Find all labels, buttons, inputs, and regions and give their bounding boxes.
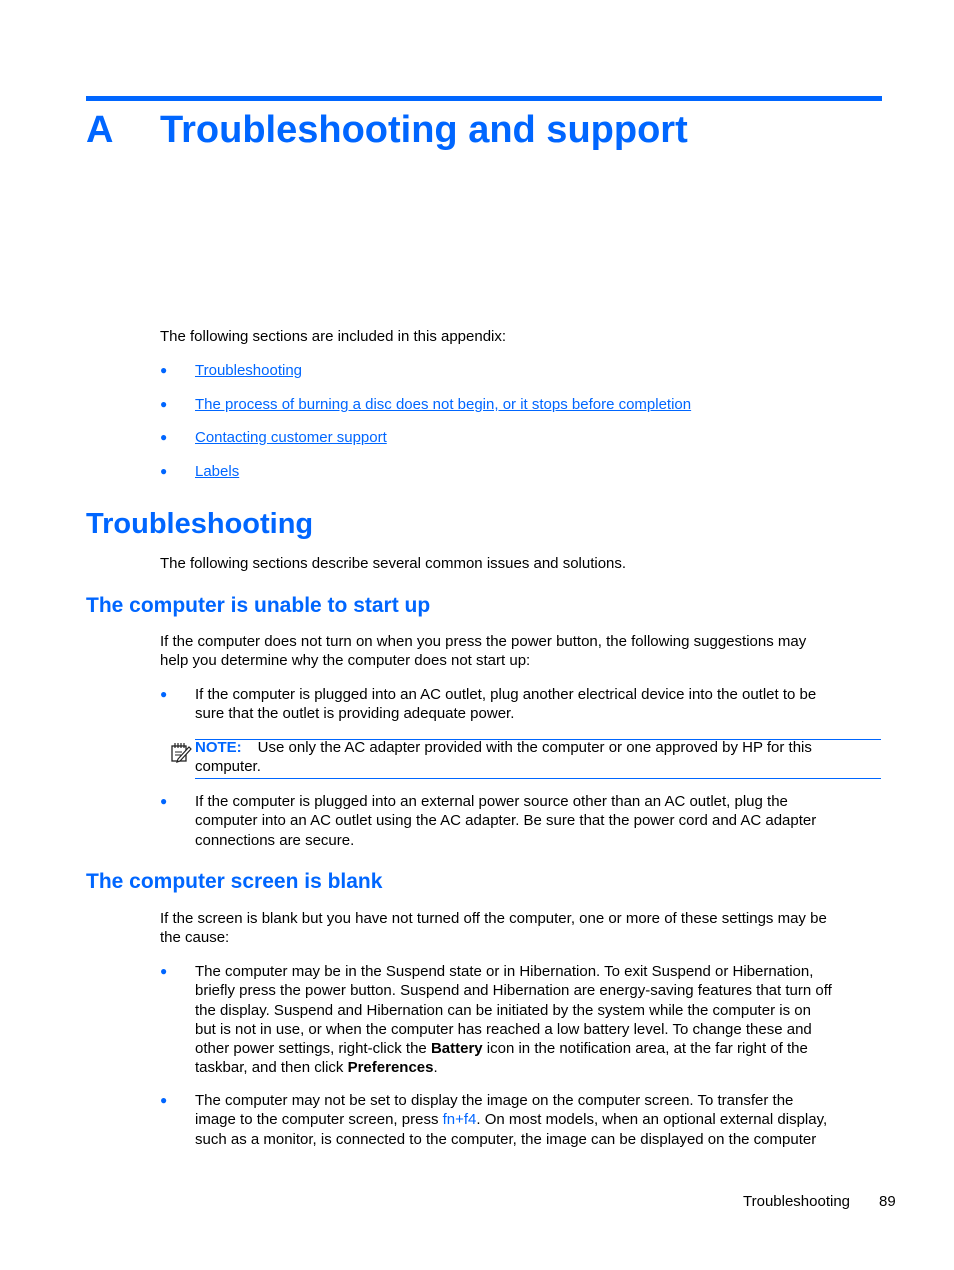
note-bottom-rule [195, 778, 881, 779]
chapter-letter: A [86, 109, 114, 151]
sub1-bullet-1: If the computer is plugged into an AC outlet, plug another electrical device into the outlet to be sure that the outlet is providing adequate power. [195, 686, 817, 723]
bullet-icon: ● [160, 464, 168, 478]
section-intro: The following sections describe several common issues and solutions. [160, 555, 627, 572]
bullet-icon: ● [160, 1093, 168, 1107]
toc-link-labels[interactable]: Labels [195, 463, 240, 480]
chapter-rule [86, 96, 882, 101]
note-box: NOTE: Use only the AC adapter provided with the computer or one approved by HP for this computer. [195, 739, 812, 776]
page-number: 89 [879, 1193, 896, 1210]
bullet-icon: ● [160, 363, 168, 377]
note-icon [170, 741, 192, 763]
sub1-bullet-2: If the computer is plugged into an external power source other than an AC outlet, plug the computer into an AC outlet using the AC adapter. Be sure that the power cord and AC adapter connections are secure. [195, 793, 817, 849]
section-heading-troubleshooting: Troubleshooting [86, 508, 314, 540]
sub2-bullet-1: The computer may be in the Suspend state or in Hibernation. To exit Suspend or Hibernation, briefly press the power button. Suspend and Hibernation are energy-saving features that turn off the display. Suspend and Hibernation can be initiated by the system while the computer is on but is not in use, or when the computer has reached a low battery level. To change these and other power settings, right-click the Battery icon in the notification area, at the far right of the taskbar, and then click Preferences. [195, 963, 832, 1077]
sub2-intro: If the screen is blank but you have not turned off the computer, one or more of these settings may be the cause: [160, 910, 827, 947]
bullet-icon: ● [160, 964, 168, 978]
footer-section-name: Troubleshooting [743, 1193, 851, 1210]
note-label: NOTE: [195, 739, 242, 756]
sub1-intro: If the computer does not turn on when you press the power button, the following suggestions may help you determine why the computer does not start up: [160, 633, 807, 670]
bullet-icon: ● [160, 794, 168, 808]
preferences-term: Preferences [347, 1059, 434, 1077]
battery-term: Battery [430, 1040, 483, 1058]
toc-link-burning-disc[interactable]: The process of burning a disc does not begin, or it stops before completion [195, 396, 692, 413]
appendix-intro: The following sections are included in this appendix: [160, 328, 507, 345]
key-combo: fn+f4 [442, 1111, 477, 1129]
bullet-icon: ● [160, 687, 168, 701]
bullet-icon: ● [160, 397, 168, 411]
sub2-bullet-2: The computer may not be set to display the image on the computer screen. To transfer the image to the computer screen, press fn+f4. On most models, when an optional external display, such as a monitor, is connected to the computer, the image can be displayed on the computer [195, 1092, 828, 1148]
subheading-screen-blank: The computer screen is blank [86, 870, 383, 893]
subheading-unable-to-start: The computer is unable to start up [86, 594, 431, 617]
toc-link-troubleshooting[interactable]: Troubleshooting [195, 362, 303, 379]
chapter-title: Troubleshooting and support [160, 109, 688, 151]
bullet-icon: ● [160, 430, 168, 444]
toc-link-customer-support[interactable]: Contacting customer support [195, 429, 387, 446]
